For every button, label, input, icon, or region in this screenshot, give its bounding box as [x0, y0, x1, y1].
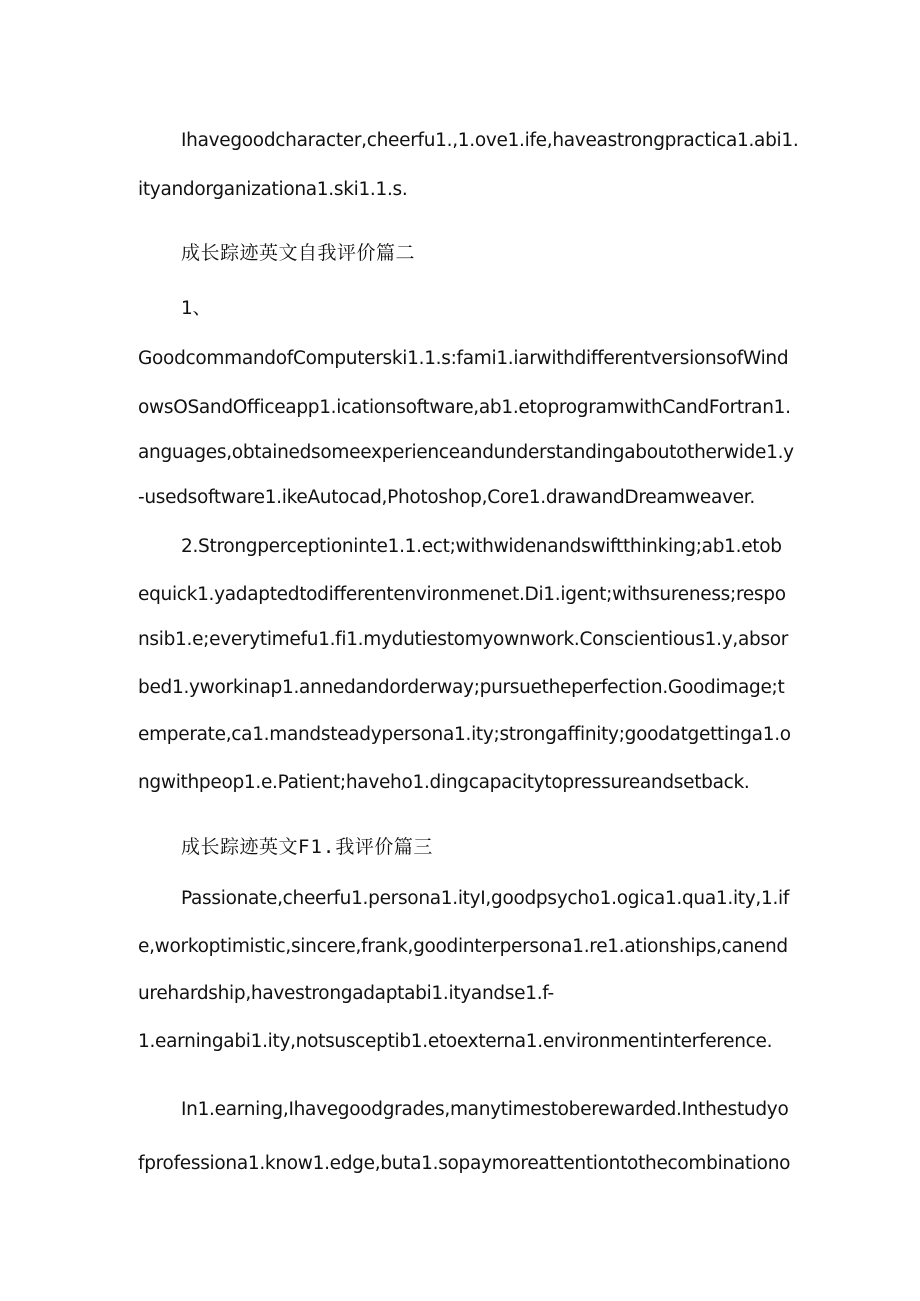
paragraph-line: emperate,ca1.mandsteadypersona1.ity;strongaffinity;goodatgettinga1.o [138, 724, 791, 745]
paragraph-line: nsib1.e;everytimefu1.fi1.mydutiestomyownwork.Conscientious1.y,absor [138, 629, 789, 650]
paragraph-line: GoodcommandofComputerski1.1.s:fami1.iarwithdifferentversionsofWind [138, 348, 789, 369]
paragraph-line: equick1.yadaptedtodifferentenvironmenet.Di1.igent;withsureness;respo [138, 584, 786, 605]
paragraph-line: -usedsoftware1.ikeAutocad,Photoshop,Core1.drawandDreamweaver. [138, 487, 755, 508]
paragraph-line: urehardship,havestrongadaptabi1.ityandse1.f- [138, 983, 554, 1004]
paragraph-line: ngwithpeop1.e.Patient;haveho1.dingcapacitytopressureandsetback. [138, 772, 750, 793]
list-number: 1、 [181, 298, 211, 319]
paragraph-line: owsOSandOfficeapp1.icationsoftware,ab1.etoprogramwithCandFortran1. [138, 397, 791, 418]
paragraph-line: anguages,obtainedsomeexperienceandunderstandingaboutotherwide1.y [138, 442, 794, 463]
heading-part: 成长踪迹英文 [181, 836, 299, 858]
section-heading: 成长踪迹英文自我评价篇二 [181, 242, 416, 264]
paragraph-line: Ihavegoodcharacter,cheerfu1.,1.ove1.ife,haveastrongpractica1.abi1. [181, 130, 799, 151]
paragraph-line: fprofessiona1.know1.edge,buta1.sopaymoreattentiontothecombinationo [138, 1153, 791, 1174]
paragraph-line: e,workoptimistic,sincere,frank,goodinterpersona1.re1.ationships,canend [138, 936, 788, 957]
paragraph-line: 1.earningabi1.ity,notsusceptib1.etoexterna1.environmentinterference. [138, 1031, 773, 1052]
paragraph-line: In1.earning,Ihavegoodgrades,manytimestoberewarded.Inthestudyo [181, 1099, 789, 1120]
paragraph-line: bed1.yworkinap1.annedandorderway;pursuetheperfection.Goodimage;t [138, 677, 785, 698]
paragraph-line: 2.Strongperceptioninte1.1.ect;withwidenandswiftthinking;ab1.etob [181, 536, 782, 557]
paragraph-line: Passionate,cheerfu1.persona1.ityI,goodpsycho1.ogica1.qua1.ity,1.if [181, 888, 790, 909]
heading-part: F1. [298, 836, 336, 858]
paragraph-line: ityandorganizationa1.ski1.1.s. [138, 179, 408, 200]
section-heading [181, 835, 433, 859]
heading-part: 我评价篇三 [335, 836, 433, 858]
